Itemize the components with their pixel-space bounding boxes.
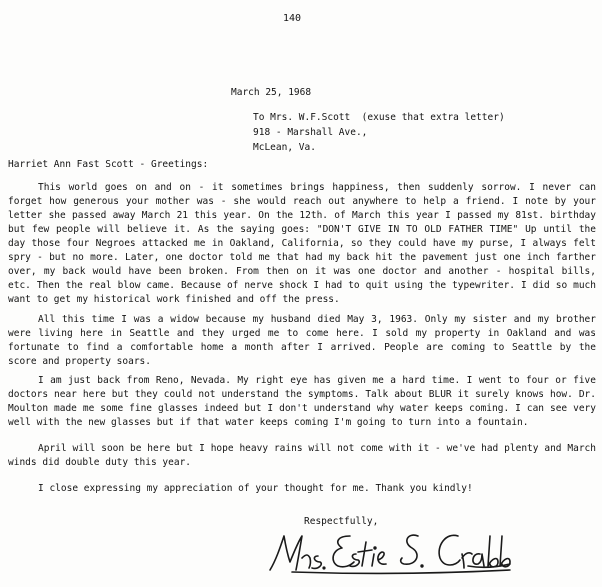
paragraph-2: All this time I was a widow because my husband died May 3, 1963. Only my sister and my brother were living here in Seattle and they urged me to come here. I sold my property in Oakland and was fortunate to find a comfortable home a month after I arrived. People are coming to Seattle by the score and property soars. xyxy=(8,314,596,367)
paragraph-4: April will soon be here but I hope heavy rains will not come with it - we've had plenty and March winds did double duty this year. xyxy=(8,443,596,468)
recipient-address xyxy=(253,110,505,155)
handwritten-signature xyxy=(262,528,512,576)
address-line-3: McLean, Va. xyxy=(253,142,316,153)
address-line-2: 918 - Marshall Ave., xyxy=(253,127,368,138)
salutation: Harriet Ann Fast Scott - Greetings: xyxy=(8,159,209,170)
letter-date: March 25, 1968 xyxy=(231,87,312,98)
valediction: Respectfully, xyxy=(304,516,379,527)
paragraph-1: This world goes on and on - it sometimes brings happiness, then suddenly sorrow. I never can forget how generous your mother was - she would reach out anywhere to help a friend. I note by your letter she passed away March 21 this year. On the 12th. of March this year I passed my 81st. birthday but few people will believe it. As the saying goes: "DON'T GIVE IN TO OLD FATHER TIME" Up until the day those four Negroes attacked me in Oakland, California, so they could have my purse, I always felt spry - but no more. Later, one doctor told me that had my back hit the pavement just one inch farther over, my back would have been broken. From then on it was one doctor and another - hospital bills, etc. Then the real blow came. Because of nerve shock I had to quit using the typewriter. I did so much want to get my historical work finished and off the press. xyxy=(8,182,596,305)
closing-line: I close expressing my appreciation of your thought for me. Thank you kindly! xyxy=(38,483,473,494)
address-line-1: To Mrs. W.F.Scott (exuse that extra letter) xyxy=(253,112,505,123)
paragraph-3: I am just back from Reno, Nevada. My right eye has given me a hard time. I went to four or five doctors near here but they could not understand the symptoms. Talk about BLUR it surely knows how. Dr. Moulton made me some fine glasses indeed but I don't understand why water keeps coming. I can see very well with the new glasses but if that water keeps coming I'm going to turn into a fountain. xyxy=(8,375,596,428)
page-number: 140 xyxy=(283,13,302,24)
